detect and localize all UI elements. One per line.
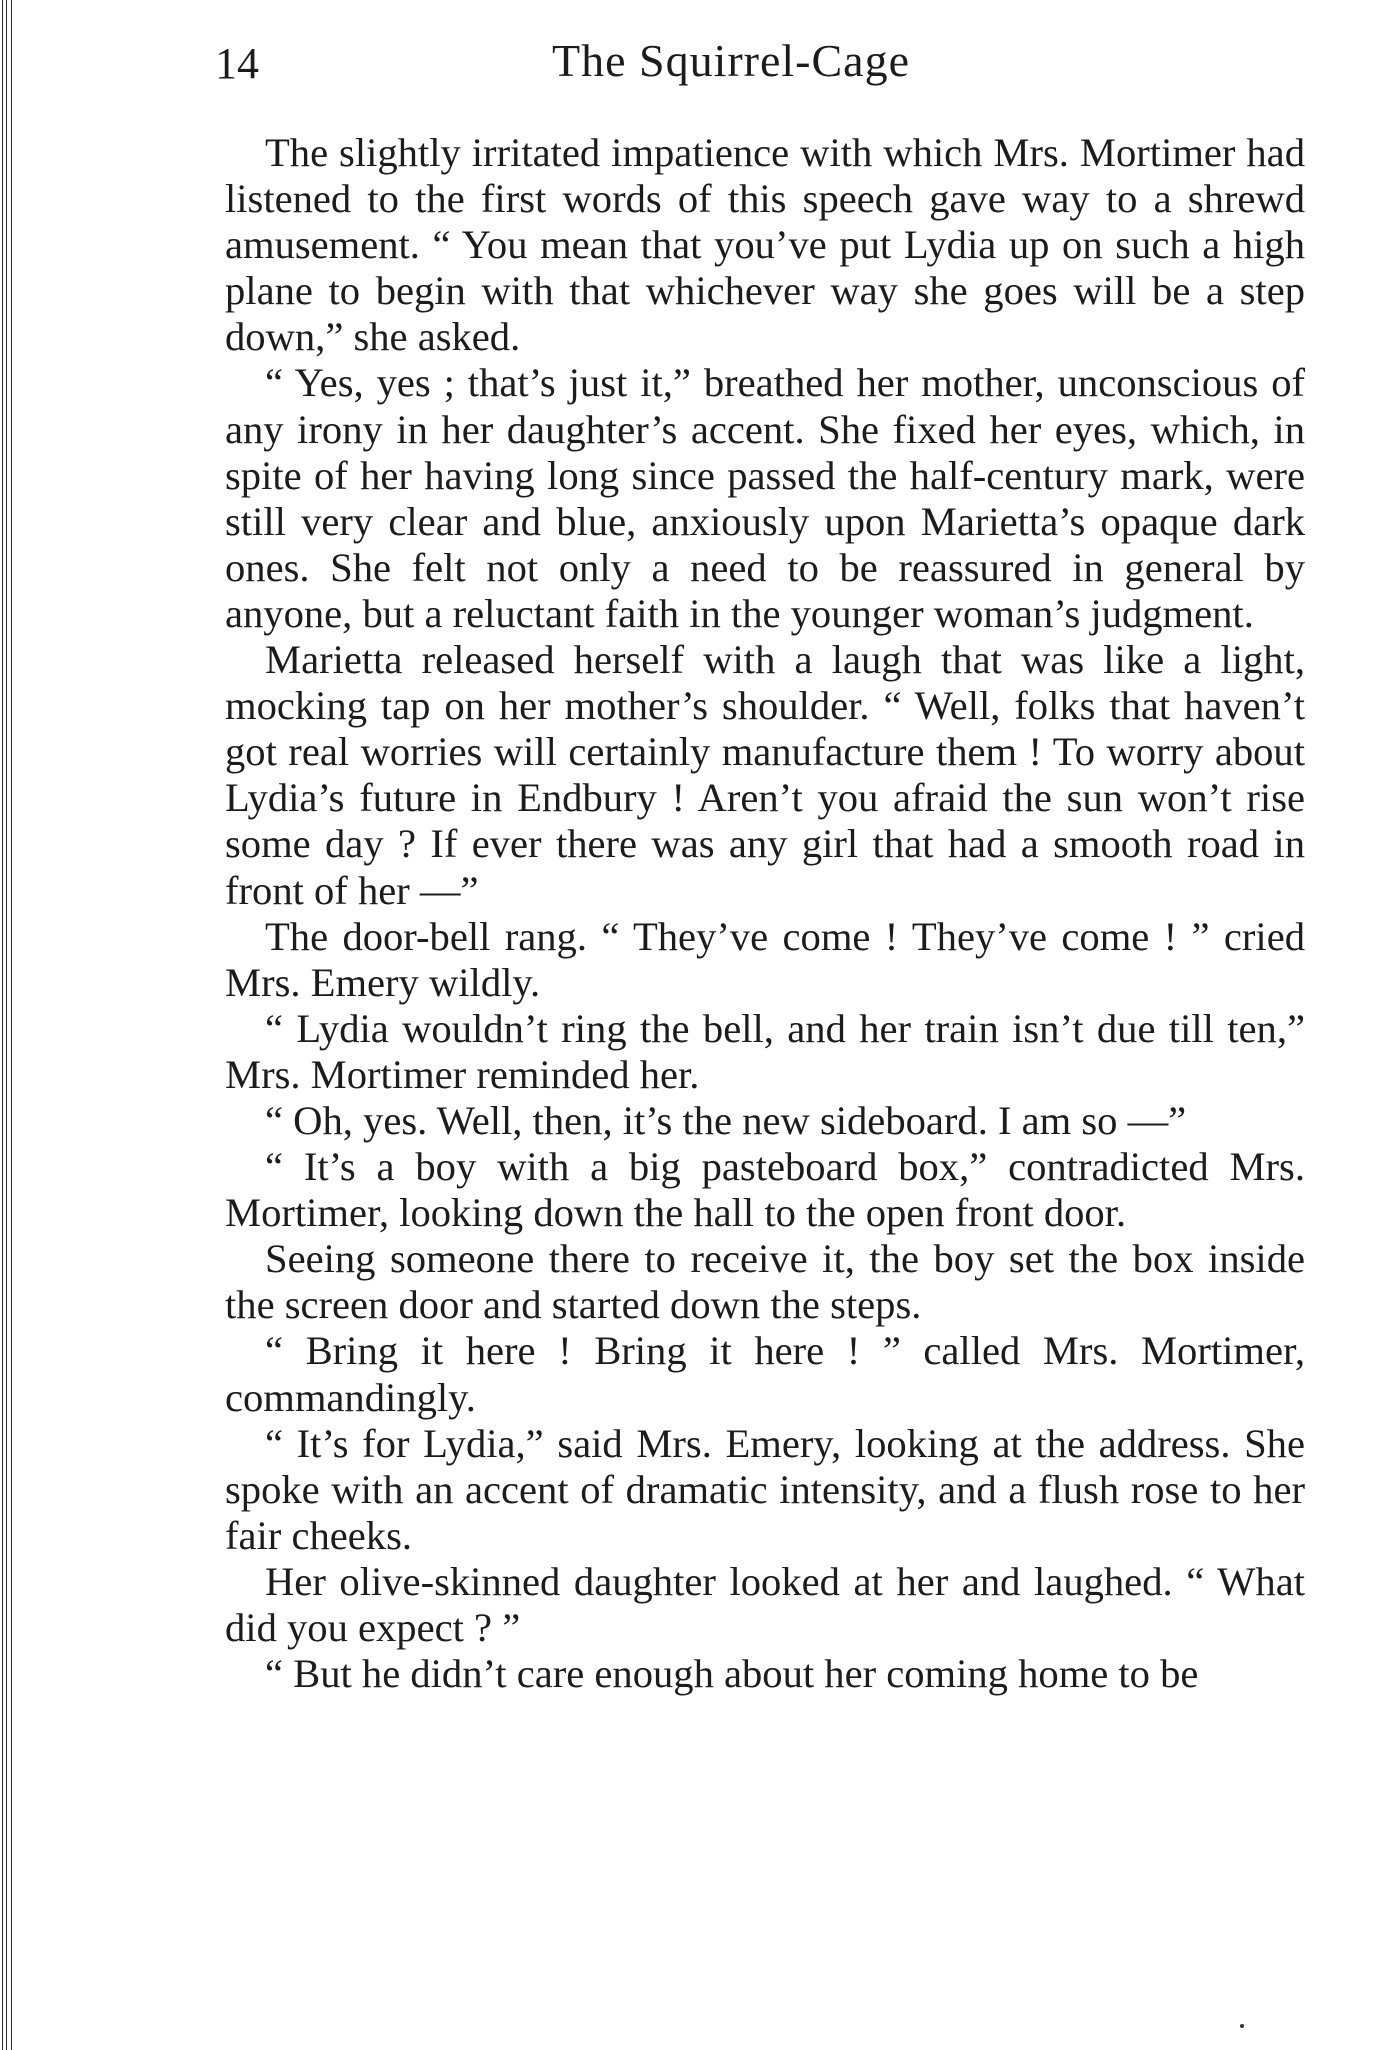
paragraph: Her olive-skinned daughter looked at her and laughed. “ What did you expect ? ” [225, 1558, 1305, 1650]
paragraph: “ Lydia wouldn’t ring the bell, and her train isn’t due till ten,” Mrs. Mortimer reminded her. [225, 1005, 1305, 1097]
paragraph: The slightly irritated impatience with which Mrs. Mortimer had listened to the first words of this speech gave way to a shrewd amusement. “ You mean that you’ve put Lydia up on such a high plane to begin with that whichever way she goes will be a step down,” she asked. [225, 130, 1305, 360]
running-title: The Squirrel-Cage [551, 35, 911, 86]
paragraph: The door-bell rang. “ They’ve come ! They’ve come ! ” cried Mrs. Emery wildly. [225, 913, 1305, 1005]
paragraph: “ Oh, yes. Well, then, it’s the new sideboard. I am so —” [265, 1097, 1187, 1143]
page-number: 14 [215, 39, 259, 88]
print-speck [1240, 2024, 1244, 2028]
binding-edge-line [6, 0, 7, 2050]
paragraph: “ But he didn’t care enough about her coming home to be [265, 1651, 1199, 1697]
paragraph: Seeing someone there to receive it, the boy set the box inside the screen door and started down the steps. [225, 1236, 1305, 1328]
paragraph: “ Yes, yes ; that’s just it,” breathed her mother, unconscious of any irony in her daughter’s accent. She fixed her eyes, which, in spite of her having long since passed the half-century mark, were still very clear and blue, anxiously upon Marietta’s opaque dark ones. She felt not only a need to be reassured in general by anyone, but a reluctant faith in the younger woman’s judgment. [225, 360, 1305, 636]
paragraph: “ It’s for Lydia,” said Mrs. Emery, looking at the address. She spoke with an accent of dramatic intensity, and a flush rose to her fair cheeks. [225, 1420, 1305, 1558]
binding-edge-line [11, 0, 12, 2050]
paragraph: “ It’s a boy with a big pasteboard box,” contradicted Mrs. Mortimer, looking down the hall to the open front door. [225, 1144, 1305, 1236]
binding-edge-line [2, 0, 3, 2050]
page-header [215, 26, 1307, 96]
paragraph: Marietta released herself with a laugh that was like a light, mocking tap on her mother’s shoulder. “ Well, folks that haven’t got real worries will certainly manufacture them ! To worry about Lydia’s future in Endbury ! Aren’t you afraid the sun won’t rise some day ? If ever there was any girl that had a smooth road in front of her —” [225, 637, 1305, 913]
body-text [225, 130, 1305, 1697]
paragraph: “ Bring it here ! Bring it here ! ” called Mrs. Mortimer, commandingly. [225, 1328, 1305, 1420]
